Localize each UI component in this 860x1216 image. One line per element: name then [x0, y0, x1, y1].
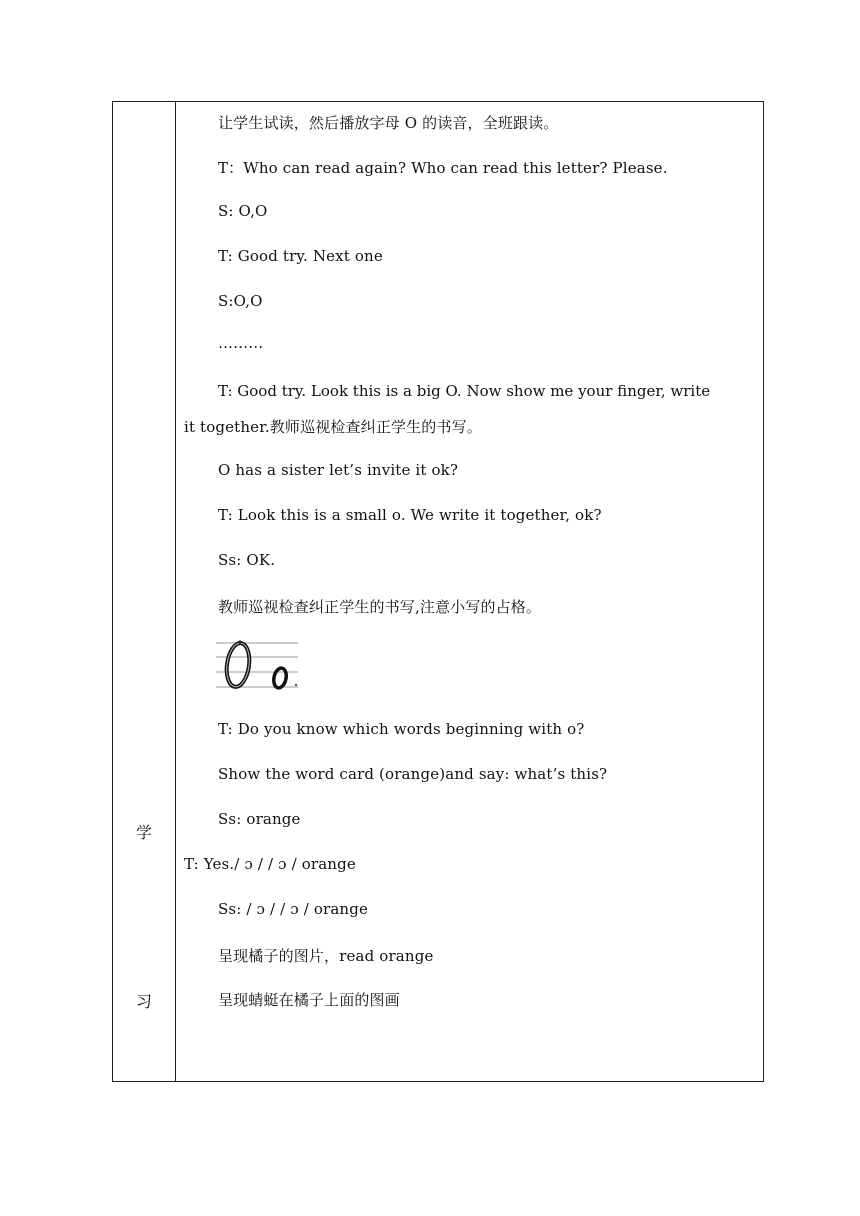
side-label-char-2: 习 [135, 992, 152, 1011]
text-line: it together.教师巡视检查纠正学生的书写。 [184, 418, 482, 436]
text-line: Ss: OK. [218, 551, 276, 569]
text-line: ……… [218, 334, 264, 352]
handwriting-oo-image [216, 635, 298, 693]
lesson-table [112, 101, 764, 1082]
text-line: T: Yes./ ɔ / / ɔ / orange [184, 855, 356, 873]
text-line: T：Who can read again? Who can read this letter? Please. [218, 159, 668, 177]
text-line: 教师巡视检查纠正学生的书写,注意小写的占格。 [218, 598, 542, 616]
side-label-char-1: 学 [135, 823, 152, 842]
text-line: T: Do you know which words beginning with o? [218, 720, 585, 738]
text-line: 呈现蜻蜓在橘子上面的图画 [218, 991, 400, 1009]
text-line: Ss: / ɔ / / ɔ / orange [218, 900, 369, 918]
text-line: 让学生试读，然后播放字母 O 的读音，全班跟读。 [218, 114, 559, 132]
text-line: O has a sister let’s invite it ok? [218, 461, 459, 479]
text-line: T: Good try. Look this is a big O. Now show me your finger, write [218, 382, 711, 400]
text-line: Show the word card (orange)and say: what’s this? [218, 765, 608, 783]
text-line: Ss: orange [218, 810, 301, 828]
text-line: T: Good try. Next one [218, 247, 383, 265]
column-divider [175, 102, 176, 1081]
text-line: S: O,O [218, 202, 268, 220]
text-line: T: Look this is a small o. We write it together, ok? [218, 506, 602, 524]
text-line: S:O,O [218, 292, 263, 310]
text-line: 呈现橘子的图片，read orange [218, 947, 434, 965]
